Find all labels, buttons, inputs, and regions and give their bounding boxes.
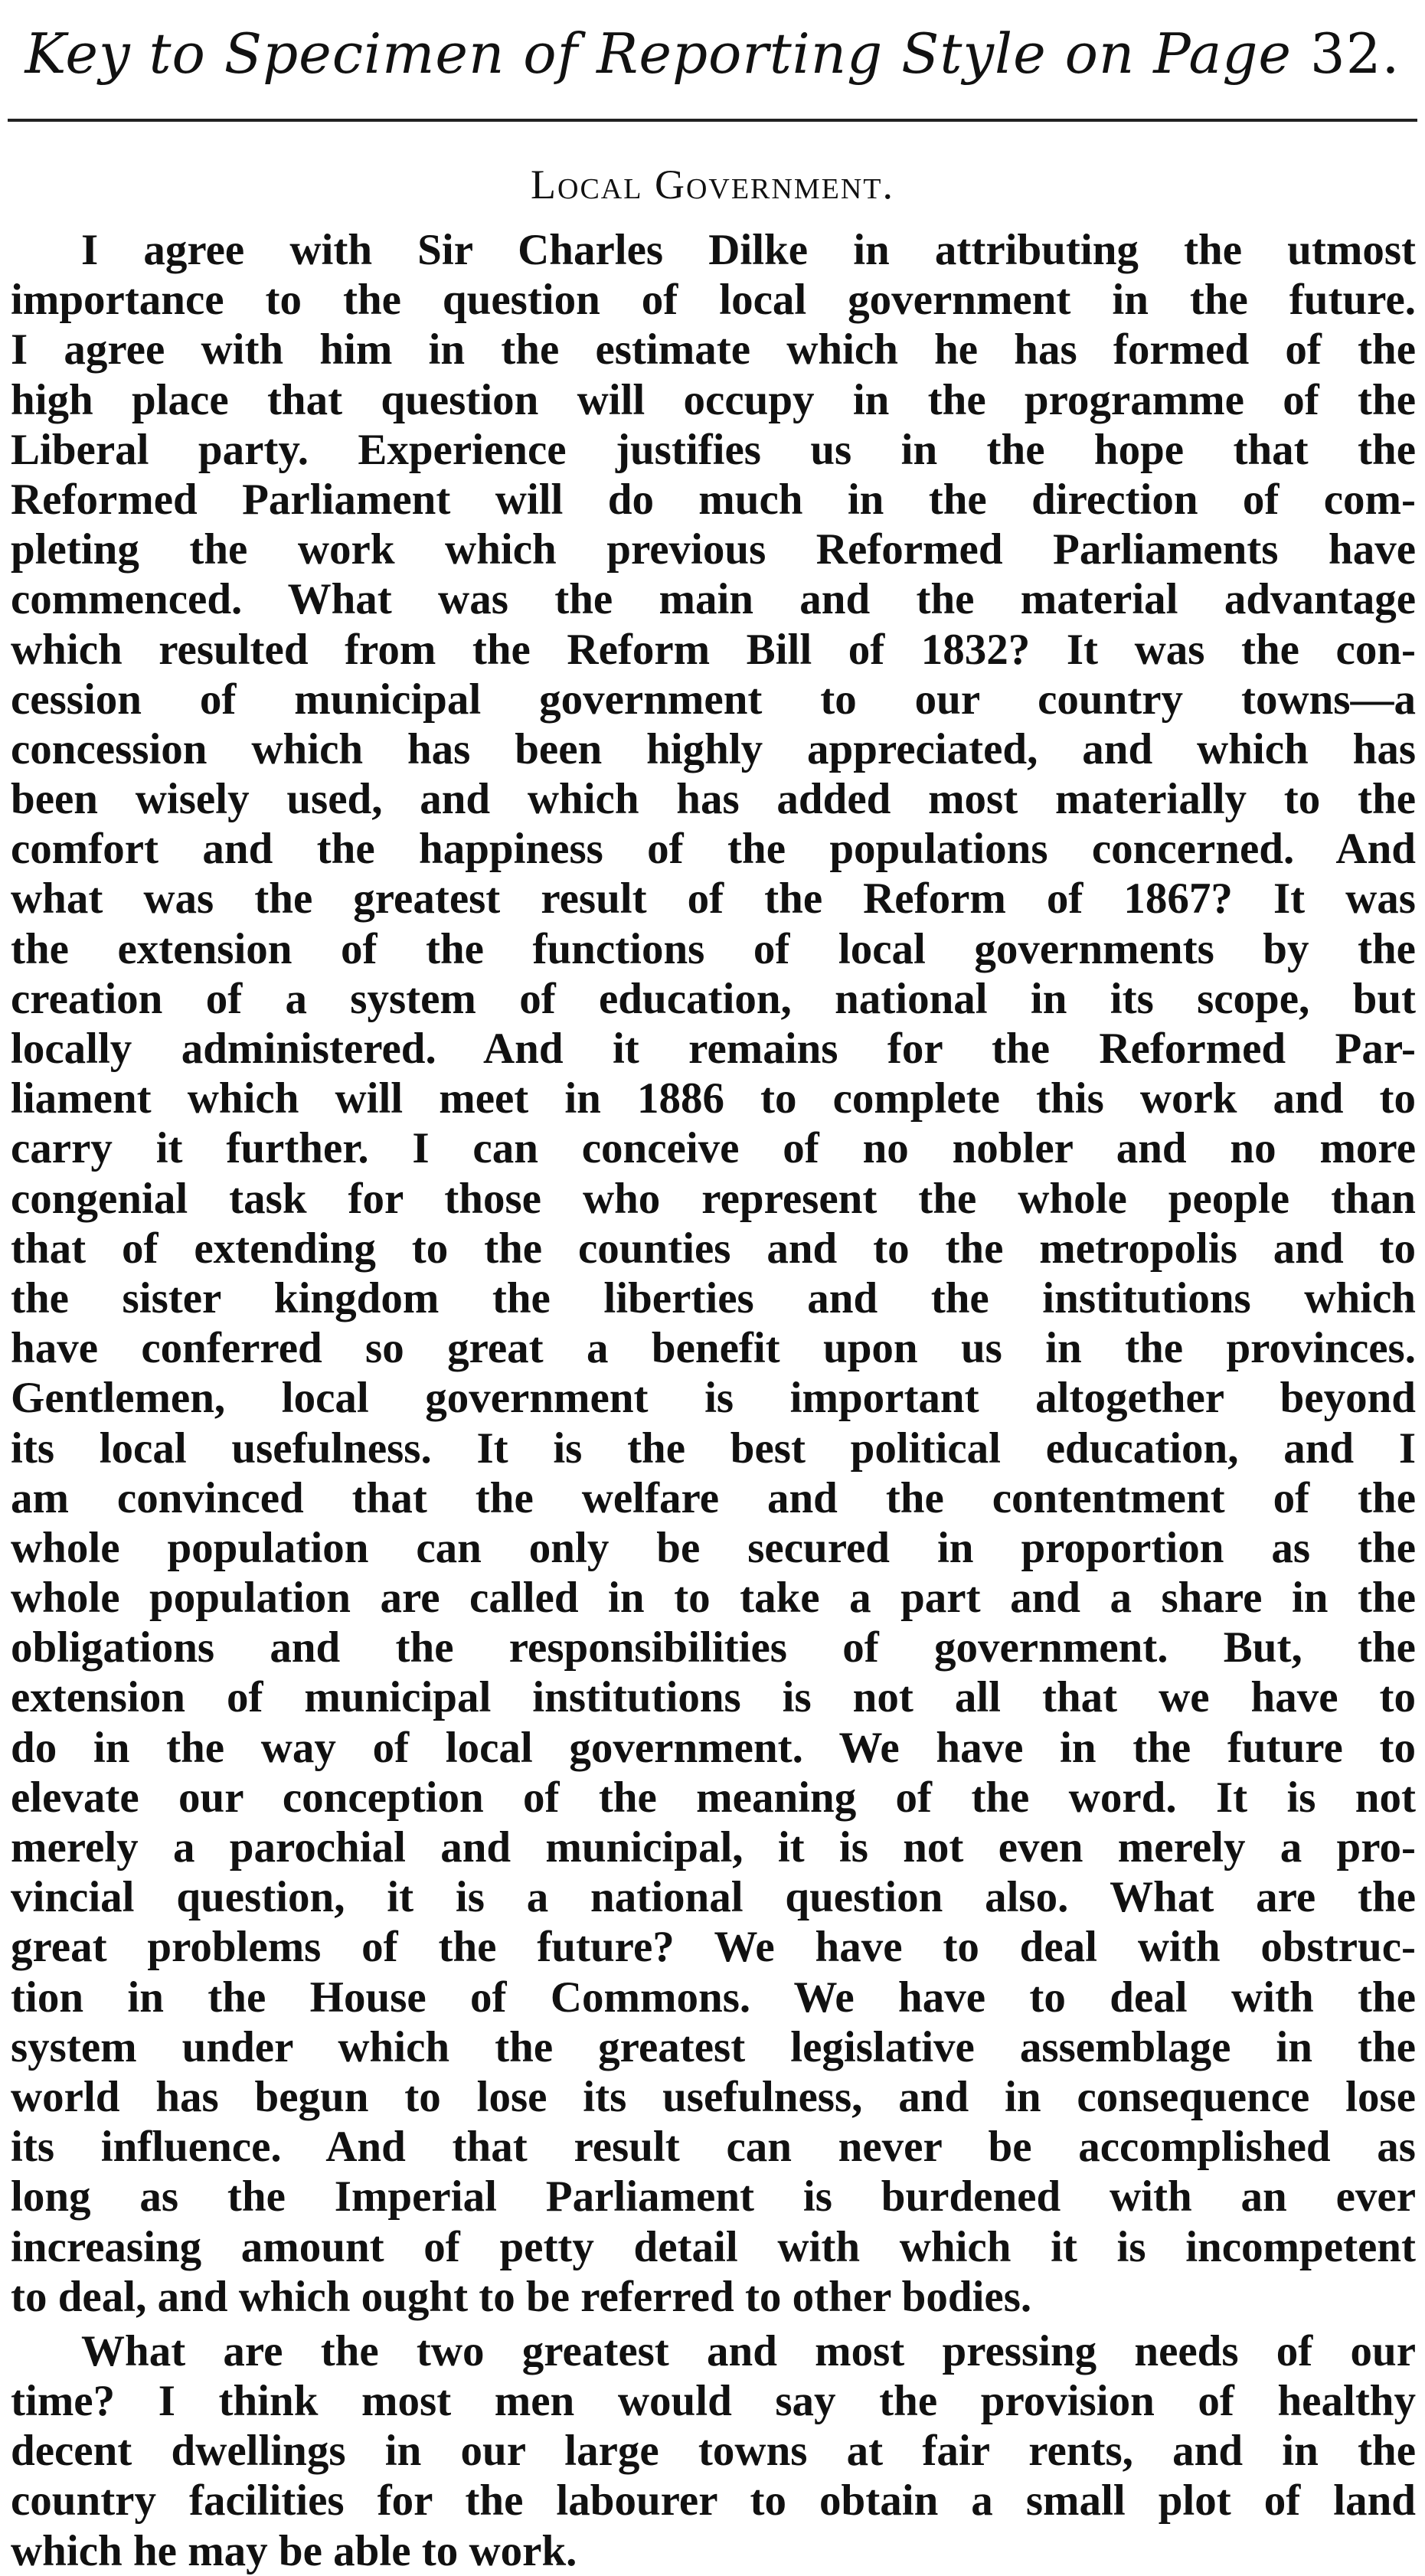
text-line: that of extending to the counties and to the metropolis and to bbox=[11, 1224, 1416, 1273]
text-line: whole population can only be secured in proportion as the bbox=[11, 1523, 1416, 1572]
paragraph bbox=[11, 2326, 1416, 2576]
text-line: vincial question, it is a national question also. What are the bbox=[11, 1873, 1416, 1922]
text-line: elevate our conception of the meaning of the word. It is not bbox=[11, 1773, 1416, 1822]
text-line: what was the greatest result of the Reform of 1867? It was bbox=[11, 874, 1416, 924]
text-line: the extension of the functions of local governments by the bbox=[11, 924, 1416, 973]
page-header bbox=[0, 8, 1425, 100]
text-line: to deal, and which ought to be referred to other bodies. bbox=[11, 2272, 1032, 2321]
text-line: pleting the work which previous Reformed Parliaments have bbox=[11, 525, 1416, 574]
text-line: tion in the House of Commons. We have to deal with the bbox=[11, 1973, 1416, 2022]
text-line: obligations and the responsibilities of government. But, the bbox=[11, 1623, 1416, 1672]
text-line: decent dwellings in our large towns at fair rents, and in the bbox=[11, 2427, 1416, 2476]
text-line: cession of municipal government to our country towns—a bbox=[11, 675, 1416, 724]
text-line: the sister kingdom the liberties and the institutions which bbox=[11, 1273, 1416, 1322]
text-line: time? I think most men would say the provision of healthy bbox=[11, 2377, 1416, 2426]
text-line: locally administered. And it remains for the Reformed Par- bbox=[11, 1025, 1416, 1073]
header-page-number: 32. bbox=[1309, 21, 1400, 86]
text-line: its influence. And that result can never be accomplished as bbox=[11, 2123, 1416, 2172]
text-line: country facilities for the labourer to obtain a small plot of land bbox=[11, 2476, 1416, 2525]
text-line: am convinced that the welfare and the contentment of the bbox=[11, 1473, 1416, 1522]
text-line: world has begun to lose its usefulness, and in consequence lose bbox=[11, 2072, 1416, 2121]
text-line: which resulted from the Reform Bill of 1832? It was the con- bbox=[11, 625, 1416, 674]
text-line: high place that question will occupy in the programme of the bbox=[11, 375, 1416, 424]
text-line: great problems of the future? We have to deal with obstruc- bbox=[11, 1923, 1416, 1972]
text-line: I agree with Sir Charles Dilke in attributing the utmost bbox=[81, 226, 1416, 274]
text-line: do in the way of local government. We have in the future to bbox=[11, 1723, 1416, 1772]
text-line: Liberal party. Experience justifies us in the hope that the bbox=[11, 425, 1416, 474]
text-line: extension of municipal institutions is not all that we have to bbox=[11, 1673, 1416, 1722]
text-line: carry it further. I can conceive of no nobler and no more bbox=[11, 1124, 1416, 1173]
text-line: Reformed Parliament will do much in the direction of com- bbox=[11, 475, 1416, 524]
header-rule bbox=[8, 119, 1417, 122]
text-line: its local usefulness. It is the best political education, and I bbox=[11, 1424, 1416, 1473]
text-line: concession which has been highly appreciated, and which has bbox=[11, 724, 1416, 773]
text-line: What are the two greatest and most pressing needs of our bbox=[81, 2326, 1416, 2375]
text-line: liament which will meet in 1886 to complete this work and to bbox=[11, 1074, 1416, 1123]
section-heading: Local Government. bbox=[531, 162, 894, 208]
header-title: Key to Specimen of Reporting Style on Page bbox=[25, 21, 1293, 86]
text-line: I agree with him in the estimate which he has formed of the bbox=[11, 325, 1416, 374]
paragraph bbox=[11, 225, 1416, 2322]
text-line: system under which the greatest legislative assemblage in the bbox=[11, 2022, 1416, 2071]
body-text bbox=[11, 225, 1416, 2576]
text-line: which he may be able to work. bbox=[11, 2526, 577, 2575]
text-line: Gentlemen, local government is important altogether beyond bbox=[11, 1374, 1416, 1423]
text-line: long as the Imperial Parliament is burdened with an ever bbox=[11, 2172, 1416, 2221]
text-line: been wisely used, and which has added most materially to the bbox=[11, 775, 1416, 824]
text-line: whole population are called in to take a part and a share in the bbox=[11, 1574, 1416, 1623]
text-line: commenced. What was the main and the material advantage bbox=[11, 575, 1416, 624]
text-line: have conferred so great a benefit upon us in the provinces. bbox=[11, 1324, 1416, 1373]
text-line: importance to the question of local government in the future. bbox=[11, 276, 1416, 325]
text-line: comfort and the happiness of the populations concerned. And bbox=[11, 825, 1416, 874]
text-line: merely a parochial and municipal, it is not even merely a pro- bbox=[11, 1823, 1416, 1872]
text-line: congenial task for those who represent the whole people than bbox=[11, 1174, 1416, 1223]
text-line: increasing amount of petty detail with which it is incompetent bbox=[11, 2222, 1416, 2271]
text-line: creation of a system of education, national in its scope, but bbox=[11, 974, 1416, 1023]
